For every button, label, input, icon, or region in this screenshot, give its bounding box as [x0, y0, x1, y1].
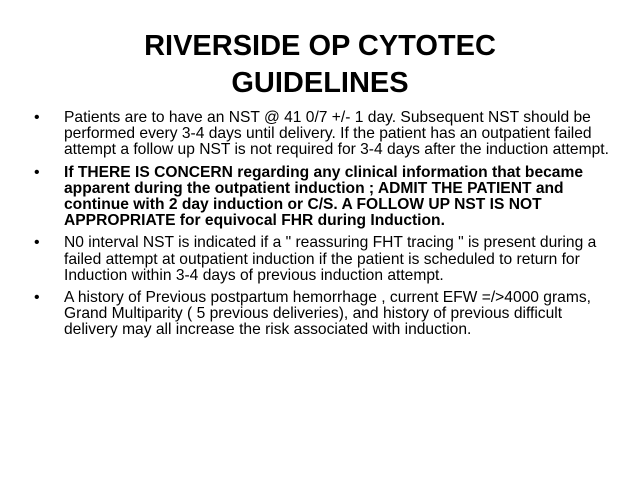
slide-title-line-1: RIVERSIDE OP CYTOTEC	[144, 30, 496, 62]
bullet-text: Patients are to have an NST @ 41 0/7 +/- 1 day. Subsequent NST should be performed every 3-4 days until delivery. If the patient has an outpatient failed attempt a follow up NST is not required for 3-4 days after the induction attempt.	[64, 109, 609, 159]
bullet-item-concern-admit	[34, 165, 614, 230]
bullet-dot-icon: •	[34, 163, 40, 181]
bullet-text: A history of Previous postpartum hemorrhage , current EFW =/>4000 grams, Grand Multiparity ( 5 previous deliveries), and history of previous difficult delivery may all increase the risk associated with induction.	[64, 289, 591, 339]
slide-title	[60, 28, 580, 102]
slide-title-line-2: GUIDELINES	[231, 67, 409, 99]
bullet-item-no-interval-nst	[34, 235, 614, 284]
bullet-dot-icon: •	[34, 289, 40, 307]
bullet-list	[34, 110, 614, 345]
bullet-dot-icon: •	[34, 109, 40, 126]
bullet-text: If THERE IS CONCERN regarding any clinical information that became apparent during the outpatient induction ; ADMIT THE PATIENT and continue with 2 day induction or C/S. A FOLLOW UP NST IS NOT APPROPRIATE for equivocal FHR during Induction.	[64, 163, 584, 230]
bullet-text: N0 interval NST is indicated if a " reassuring FHT tracing " is present during a failed attempt at outpatient induction if the patient is scheduled to return for Induction within 3-4 days of previous induction attempt.	[64, 234, 597, 284]
bullet-dot-icon: •	[34, 234, 40, 252]
bullet-item-nst-schedule	[34, 110, 614, 159]
bullet-item-risk-history	[34, 290, 614, 339]
